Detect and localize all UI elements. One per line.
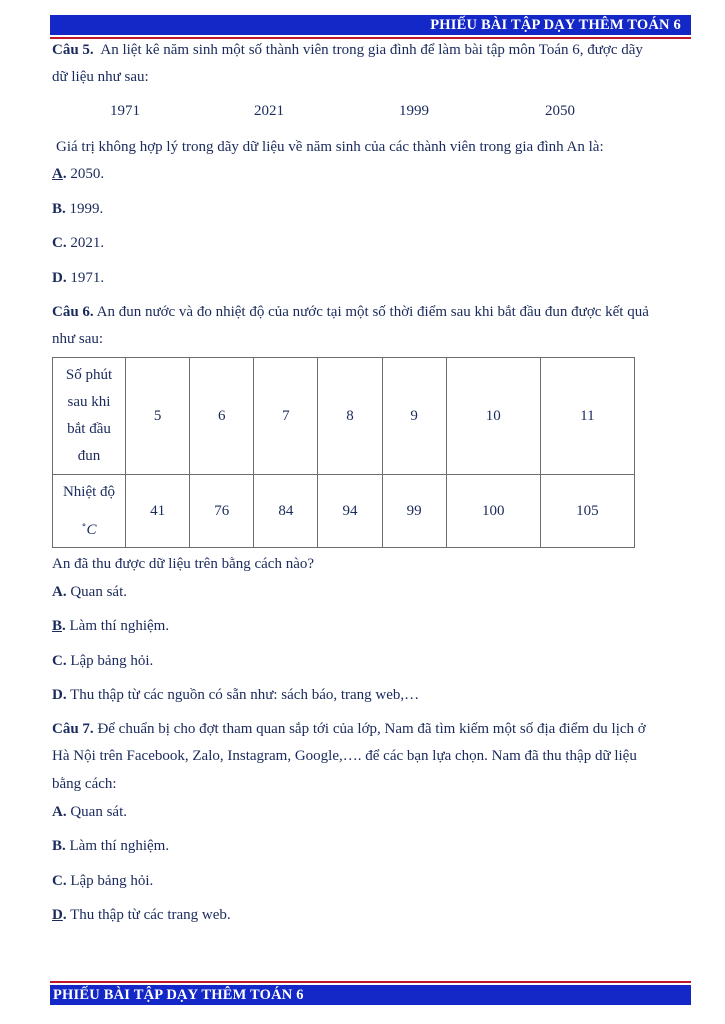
q7-option-d: D. Thu thập từ các trang web.	[52, 907, 231, 923]
q6-option-c: C. Lập bảng hỏi.	[52, 653, 154, 669]
q7-option-a-text: Quan sát.	[70, 804, 127, 820]
q5-year: 2021	[254, 103, 284, 119]
q6-option-d: D. Thu thập từ các nguồn có sẵn như: sách báo, trang web,…	[52, 687, 420, 703]
table-cell: 5	[126, 358, 190, 475]
q7-option-a: A. Quan sát.	[52, 804, 127, 820]
q7-text-line3: bằng cách:	[52, 776, 117, 792]
degree-symbol: ∘	[81, 520, 87, 531]
q5-option-b-letter: B	[52, 201, 63, 217]
q5-option-c-letter: C	[52, 235, 63, 251]
q7-option-d-letter: D	[52, 907, 63, 923]
q7-option-a-letter: A	[52, 804, 63, 820]
q5-option-b-text: 1999.	[69, 201, 104, 217]
q5-year: 1971	[110, 103, 140, 119]
q6-option-b-letter: B	[52, 618, 63, 634]
header-divider	[50, 37, 691, 39]
table-cell: 7	[254, 358, 318, 475]
q6-text-line1: An đun nước và đo nhiệt độ của nước tại một số thời điểm sau khi bắt đầu đun được kết quả	[96, 304, 649, 320]
row1-header-line: sau khi	[67, 394, 111, 410]
table-cell: 105	[540, 475, 634, 548]
q7-option-c: C. Lập bảng hỏi.	[52, 873, 154, 889]
q6-option-d-text: Thu thập từ các nguồn có sẵn như: sách báo, trang web,…	[70, 687, 420, 703]
row1-header-line: bắt đầu	[67, 421, 111, 437]
q5-option-a: A. 2050.	[52, 166, 105, 182]
q5-option-a-letter: A	[52, 166, 63, 182]
q7-option-b-text: Làm thí nghiệm.	[69, 838, 170, 854]
table-cell: 9	[382, 358, 446, 475]
table-row	[53, 475, 635, 548]
q5-line1	[52, 42, 643, 59]
footer-bar	[50, 985, 691, 1005]
q5-year: 2050	[545, 103, 575, 119]
table-cell: 41	[126, 475, 190, 548]
q6-option-d-letter: D	[52, 687, 63, 703]
unit-letter: C	[86, 522, 97, 538]
q7-text-line2: Hà Nội trên Facebook, Zalo, Instagram, Google,…. để các bạn lựa chọn. Nam đã thu thập dữ liệu	[52, 748, 637, 764]
header-title: PHIẾU BÀI TẬP DẠY THÊM TOÁN 6	[430, 17, 681, 33]
q5-year: 1999	[399, 103, 429, 119]
q7-line1	[52, 721, 646, 738]
q7-option-d-text: Thu thập từ các trang web.	[70, 907, 231, 923]
table-cell: 100	[446, 475, 540, 548]
q5-option-c: C. 2021.	[52, 235, 105, 251]
q5-text-line1: An liệt kê năm sinh một số thành viên trong gia đình để làm bài tập môn Toán 6, được dãy	[100, 42, 643, 58]
header-bar	[50, 15, 691, 35]
table-row	[53, 358, 635, 475]
q6-option-c-letter: C	[52, 653, 63, 669]
q6-line1	[52, 304, 649, 321]
table-cell: 8	[318, 358, 382, 475]
table-cell: 84	[254, 475, 318, 548]
q5-option-d: D. 1971.	[52, 270, 105, 286]
row1-header-line: Số phút	[65, 367, 113, 383]
table-cell: 11	[540, 358, 634, 475]
table-cell: 10	[446, 358, 540, 475]
q5-option-d-text: 1971.	[70, 270, 105, 286]
q6-option-a-letter: A	[52, 584, 63, 600]
row1-header-line: đun	[77, 448, 101, 464]
q7-option-c-text: Lập bảng hỏi.	[70, 873, 154, 889]
table-header-cell	[53, 475, 126, 548]
table-cell: 6	[190, 358, 254, 475]
q5-label: Câu 5.	[52, 42, 94, 58]
q6-option-c-text: Lập bảng hỏi.	[70, 653, 154, 669]
q7-label: Câu 7.	[52, 721, 94, 737]
q5-option-a-text: 2050.	[70, 166, 105, 182]
q7-option-c-letter: C	[52, 873, 63, 889]
q6-label: Câu 6.	[52, 304, 94, 320]
q6-option-a: A. Quan sát.	[52, 584, 127, 600]
footer-divider	[50, 981, 691, 983]
q6-option-b: B. Làm thí nghiệm.	[52, 618, 170, 634]
q6-prompt: An đã thu được dữ liệu trên bằng cách nào?	[52, 556, 315, 572]
table-cell: 94	[318, 475, 382, 548]
q6-option-a-text: Quan sát.	[70, 584, 127, 600]
q7-option-b-letter: B	[52, 838, 63, 854]
table-cell: 76	[190, 475, 254, 548]
q5-text-line2: dữ liệu như sau:	[52, 69, 149, 85]
table-header-cell	[53, 358, 126, 475]
footer-title: PHIẾU BÀI TẬP DẠY THÊM TOÁN 6	[53, 987, 304, 1003]
temperature-table	[52, 357, 635, 548]
table-cell: 99	[382, 475, 446, 548]
row2-header-unit	[53, 509, 125, 547]
q6-text-line2: như sau:	[52, 331, 104, 347]
q5-option-c-text: 2021.	[70, 235, 105, 251]
q7-option-b: B. Làm thí nghiệm.	[52, 838, 170, 854]
q6-option-b-text: Làm thí nghiệm.	[69, 618, 170, 634]
q5-prompt: Giá trị không hợp lý trong dãy dữ liệu về năm sinh của các thành viên trong gia đình An là:	[56, 139, 604, 155]
q7-text-line1: Để chuẩn bị cho đợt tham quan sắp tới của lớp, Nam đã tìm kiếm một số địa điểm du lịch ở	[97, 721, 646, 737]
row2-header-label: Nhiệt độ	[62, 484, 116, 500]
q5-option-b: B. 1999.	[52, 201, 104, 217]
q5-option-d-letter: D	[52, 270, 63, 286]
